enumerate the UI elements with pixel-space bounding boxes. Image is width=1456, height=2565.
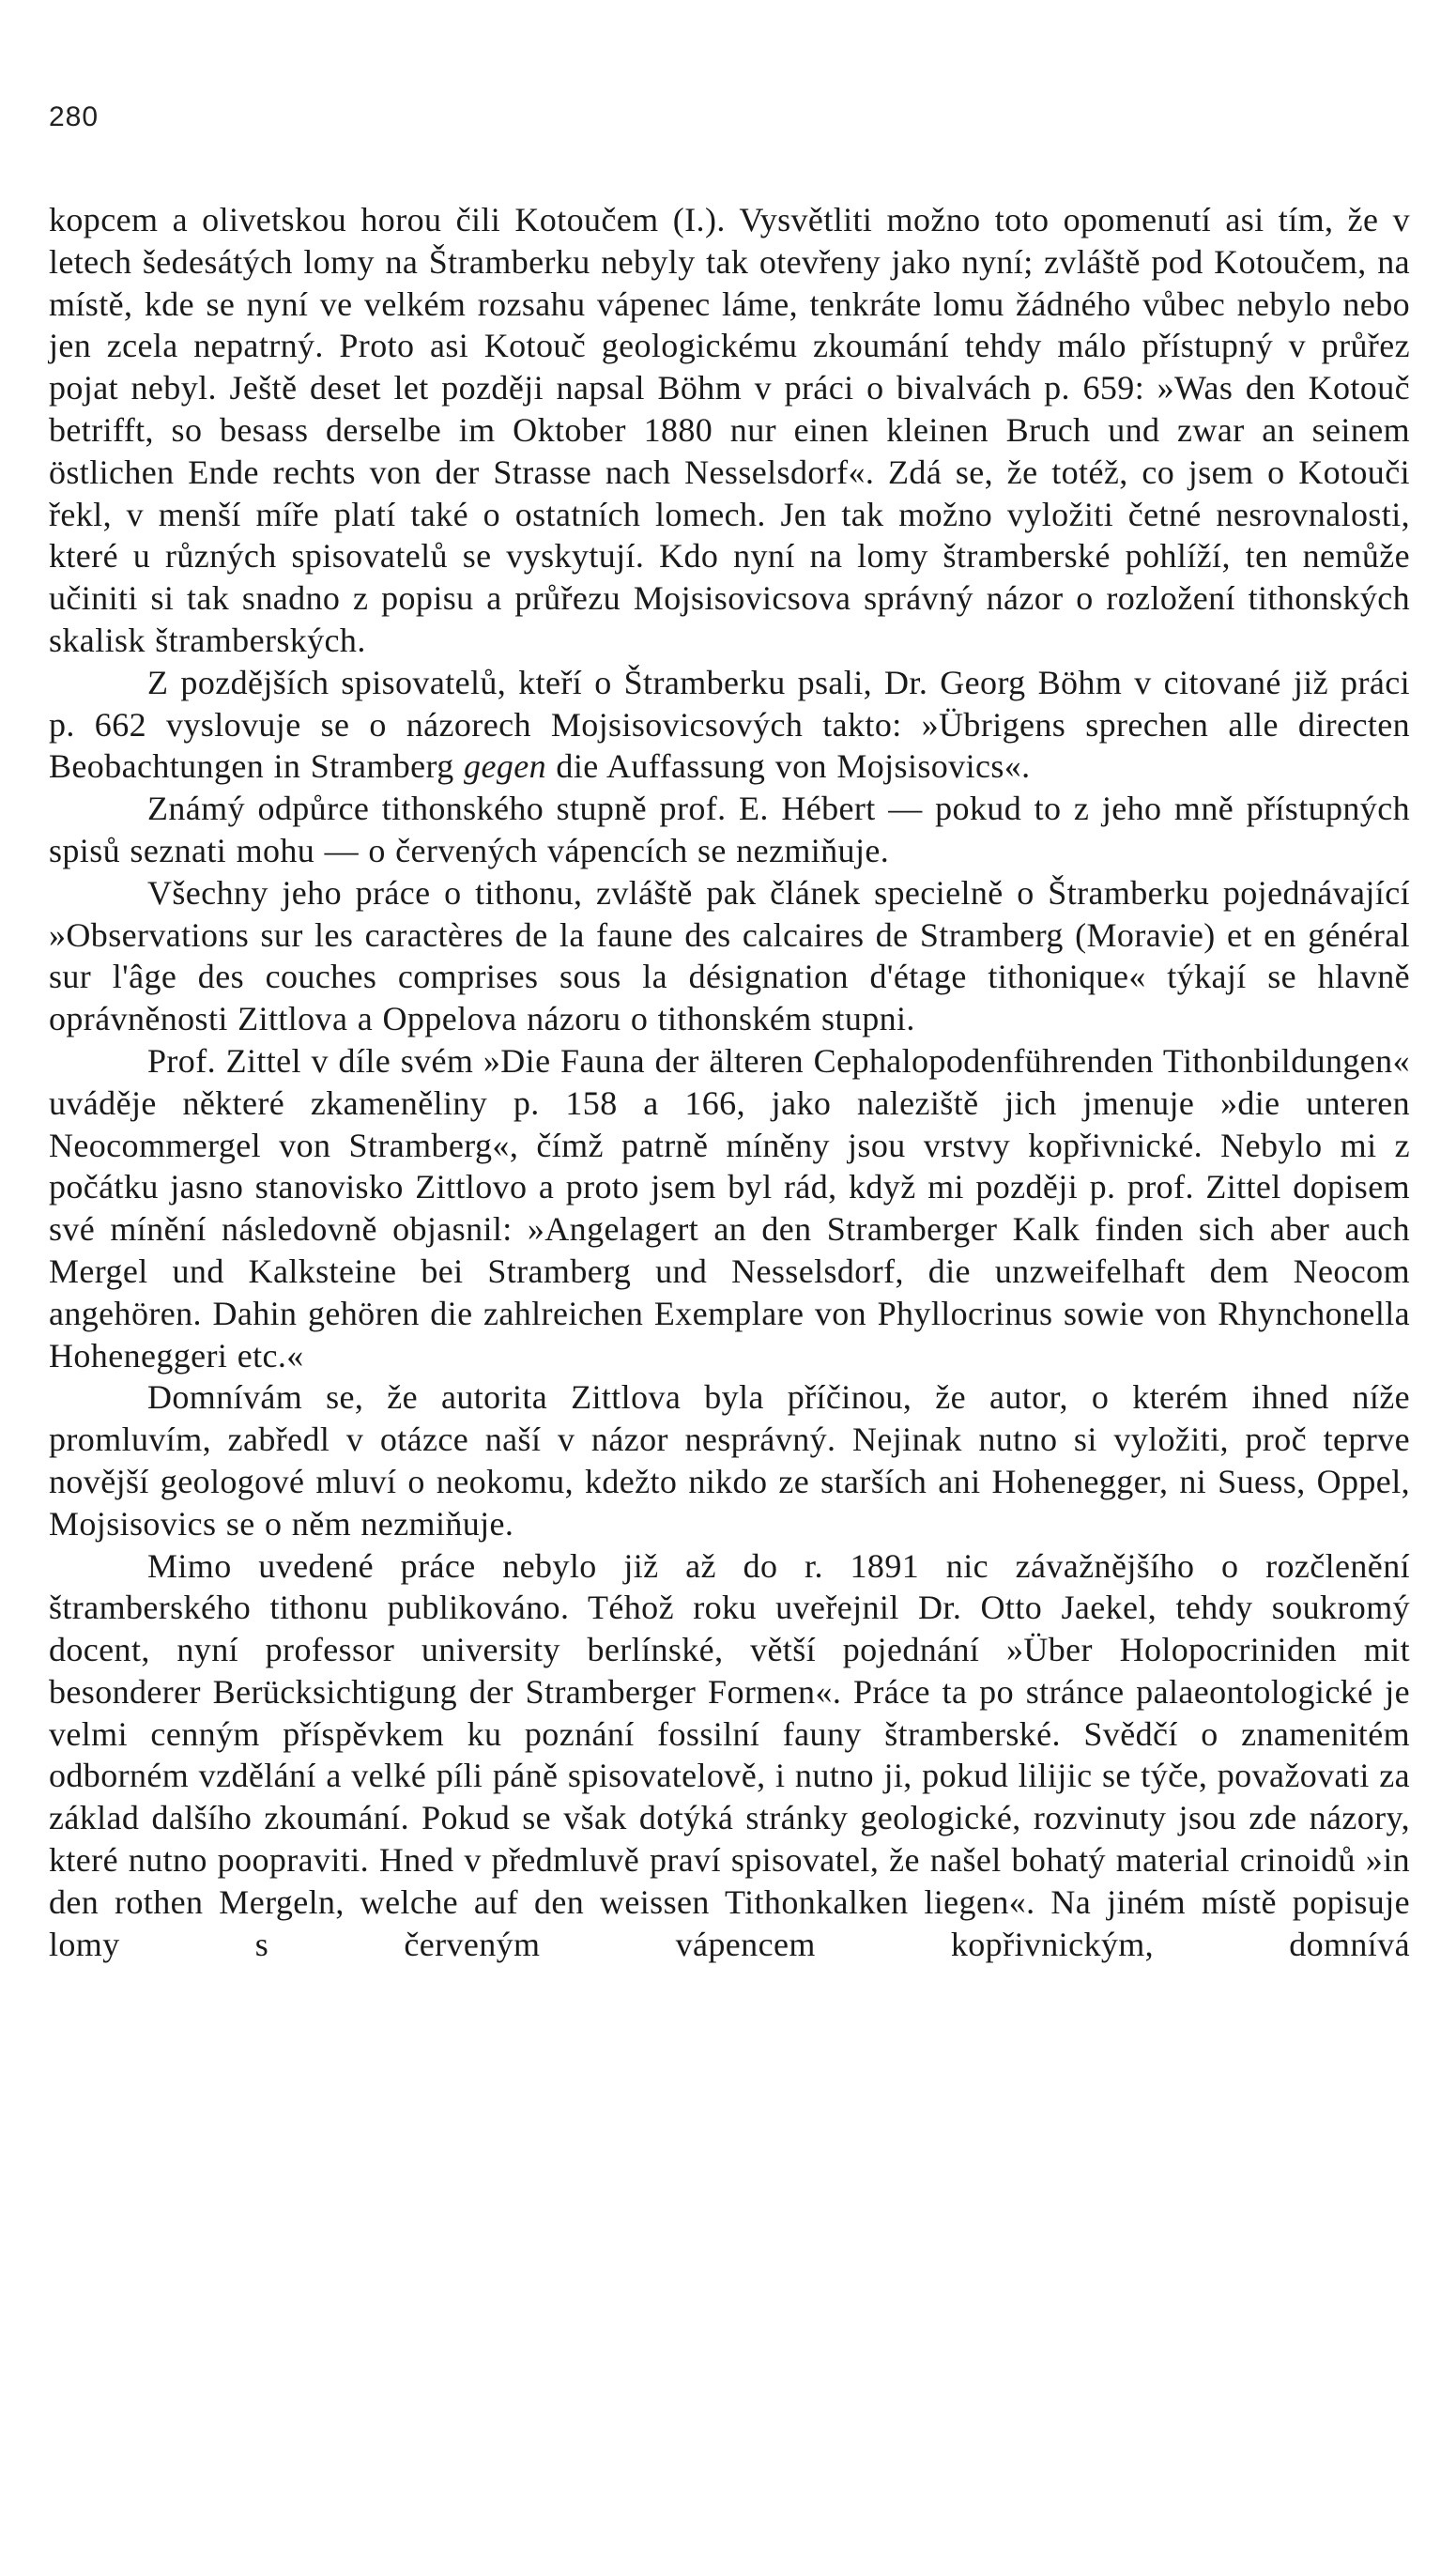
paragraph — [49, 662, 1410, 788]
paragraph — [49, 1545, 1410, 1966]
paragraph-text: Domnívám se, že autorita Zittlova byla příčinou, že autor, o kterém ihned níže promluvím, zabředl v otázce naší v názor nesprávný. Nejinak nutno si vyložiti, proč teprve novější geologové mluví o neokomu, kdežto nikdo ze starších ani Hohenegger, ni Suess, Oppel, Mojsisovics se o něm nezmiňuje. — [49, 1378, 1410, 1543]
paragraph — [49, 199, 1410, 662]
paragraph-text: Z pozdějších spisovatelů, kteří o Štramberku psali, Dr. Georg Böhm v citované již práci p. 662 vyslovuje se o názorech Mojsisovicsových takto: »Übrigens sprechen alle directen Beobachtungen in Stramberg — [49, 663, 1410, 786]
paragraph — [49, 1040, 1410, 1376]
emphasized-word: gegen — [464, 747, 547, 786]
paragraph-text: Všechny jeho práce o tithonu, zvláště pak článek specielně o Štramberku pojednávající »Observations sur les caractères de la faune des calcaires de Stramberg (Moravie) et en général sur l'âge des couches comprises sous la désignation d'étage tithonique« týkají se hlavně oprávněnosti Zittlova a Oppelova názoru o tithonském stupni. — [49, 873, 1410, 1038]
paragraph-text: Mimo uvedené práce nebylo již až do r. 1891 nic závažnějšího o rozčlenění štramberského tithonu publikováno. Téhož roku uveřejnil Dr. Otto Jaekel, tehdy soukromý docent, nyní professor university berlínské, větší pojednání »Über Holopocriniden mit besonderer Berücksichtigung der Stramberger Formen«. Práce ta po stránce palaeontologické je velmi cenným příspěvkem ku poznání fossilní fauny štramberské. Svědčí o znamenitém odborném vzdělání a velké píli páně spisovatelově, i nutno ji, pokud lilijic se týče, považovati za základ dalšího zkoumání. Pokud se však dotýká stránky geologické, rozvinuty jsou zde názory, které nutno poopraviti. Hned v předmluvě praví spisovatel, že našel bohatý material crinoidů »in den rothen Mergeln, welche auf den weissen Tithonkalken liegen«. Na jiném místě popisuje lomy s červeným vápencem kopřivnickým, domnívá — [49, 1546, 1410, 1963]
page-number: 280 — [49, 101, 100, 132]
paragraph — [49, 872, 1410, 1040]
paragraph-text: die Auffassung von Mojsisovics«. — [546, 747, 1031, 786]
paragraph-text: kopcem a olivetskou horou čili Kotoučem (I.). Vysvětliti možno toto opomenutí asi tím, že v letech šedesátých lomy na Štramberku nebyly tak otevřeny jako nyní; zvláště pod Kotoučem, na místě, kde se nyní ve velkém rozsahu vápenec láme, tenkráte lomu žádného vůbec nebylo nebo jen zcela nepatrný. Proto asi Kotouč geologickému zkoumání tehdy málo přístupný v průřez pojat nebyl. Ještě deset let později napsal Böhm v práci o bivalvách p. 659: »Was den Kotouč betrifft, so besass derselbe im Oktober 1880 nur einen kleinen Bruch und zwar an seinem östlichen Ende rechts von der Strasse nach Nesselsdorf«. Zdá se, že totéž, co jsem o Kotouči řekl, v menší míře platí také o ostatních lomech. Jen tak možno vyložiti četné nesrovnalosti, které u různých spisovatelů se vyskytují. Kdo nyní na lomy štramberské pohlíží, ten nemůže učiniti si tak snadno z popisu a průřezu Mojsisovicsova správný názor o rozložení tithonských skalisk štramberských. — [49, 201, 1410, 659]
body-text — [49, 199, 1410, 1965]
paragraph — [49, 788, 1410, 872]
paragraph — [49, 1376, 1410, 1544]
paragraph-text: Známý odpůrce tithonského stupně prof. E. Hébert — pokud to z jeho mně přístupných spisů seznati mohu — o červených vápencích se nezmiňuje. — [49, 790, 1410, 869]
paragraph-text: Prof. Zittel v díle svém »Die Fauna der älteren Cephalopodenführenden Tithonbildungen« uváděje některé zkameněliny p. 158 a 166, jako naleziště jich jmenuje »die unteren Neocommergel von Stramberg«, čímž patrně míněny jsou vrstvy kopřivnické. Nebylo mi z počátku jasno stanovisko Zittlovo a proto jsem byl rád, když mi později p. prof. Zittel dopisem své mínění následovně objasnil: »Angelagert an den Stramberger Kalk finden sich aber auch Mergel und Kalksteine bei Stramberg und Nesselsdorf, die unzweifelhaft dem Neocom angehören. Dahin gehören die zahlreichen Exemplare von Phyllocrinus sowie von Rhynchonella Hoheneggeri etc.« — [49, 1041, 1410, 1375]
